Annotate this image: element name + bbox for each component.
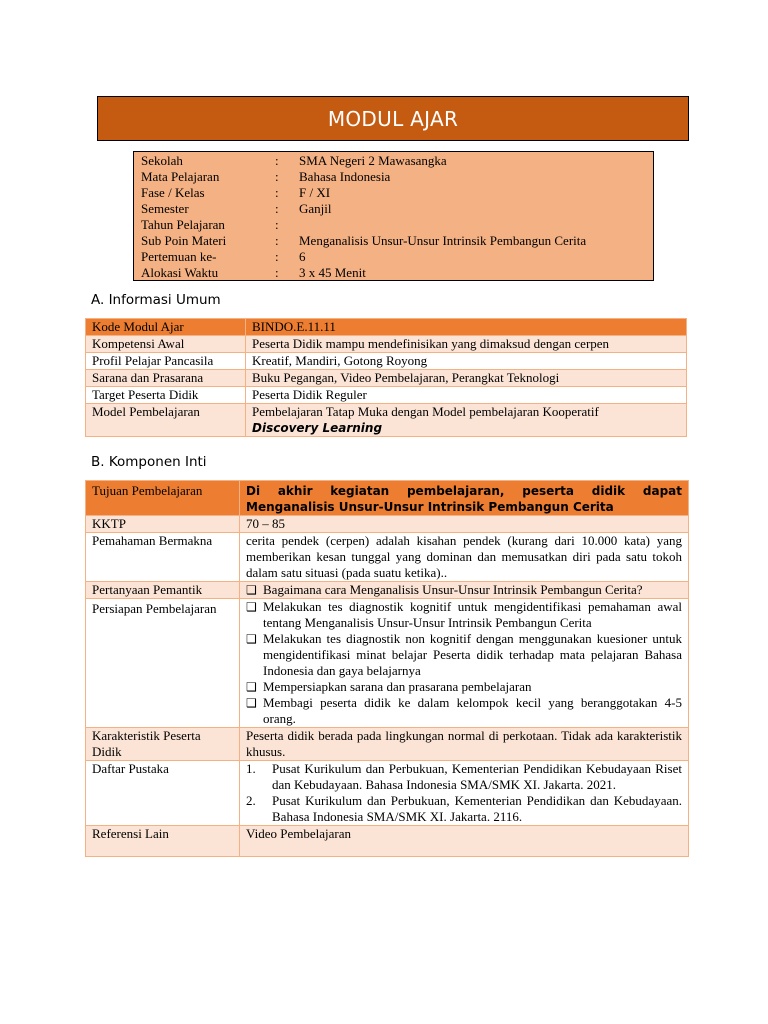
list-item: 1. Pusat Kurikulum dan Perbukuan, Kementerian Pendidikan Kebudayaan Riset dan Kebudayaan. Bahasa Indonesia SMA/SMK XI. Jakarta. 2021. [246, 761, 682, 792]
list-item: ❑ Mempersiapkan sarana dan prasarana pembelajaran [246, 679, 532, 694]
identity-value: 3 x 45 Menit [299, 265, 366, 280]
table-row [86, 516, 689, 533]
kktp-value: 70 – 85 [240, 516, 689, 533]
model-pembelajaran-name: Discovery Learning [252, 421, 383, 435]
identity-separator: : [275, 265, 279, 280]
table-row [86, 404, 687, 437]
persiapan-pembelajaran-list [240, 599, 689, 728]
checkbox-icon: ❑ [246, 632, 257, 646]
identity-value [299, 217, 653, 233]
checkbox-icon: ❑ [246, 680, 257, 694]
table-row [86, 533, 689, 582]
informasi-umum-table [85, 318, 687, 437]
table-row [86, 826, 689, 857]
identity-separator: : [275, 153, 279, 168]
identity-row [134, 153, 653, 169]
identity-row [134, 169, 653, 185]
identity-label: Alokasi Waktu [141, 265, 219, 280]
table-label-cell: Sarana dan Prasarana [86, 370, 246, 387]
pemahaman-bermakna-value: cerita pendek (cerpen) adalah kisahan pendek (kurang dari 10.000 kata) yang memberikan kesan tunggal yang dominan dan memusatkan diri pada satu tokoh dalam satu situasi (pada suatu ketika).. [240, 533, 689, 582]
table-label-cell: Kode Modul Ajar [86, 319, 246, 336]
identity-label: Mata Pelajaran [141, 169, 220, 184]
table-label-cell: Tujuan Pembelajaran [86, 481, 240, 516]
table-label-cell: Pemahaman Bermakna [86, 533, 240, 582]
table-label-cell: Persiapan Pembelajaran [86, 599, 240, 728]
table-row [86, 599, 689, 728]
table-row [86, 728, 689, 761]
identity-value: F / XI [299, 185, 331, 200]
table-row [86, 481, 689, 516]
identity-value: Ganjil [299, 201, 332, 216]
identity-value: 6 [299, 249, 306, 264]
table-value-cell: BINDO.E.11.11 [246, 319, 687, 336]
table-value-cell: Buku Pegangan, Video Pembelajaran, Perangkat Teknologi [246, 370, 687, 387]
list-item: ❑ Membagi peserta didik ke dalam kelompok kecil yang beranggotakan 4-5 orang. [246, 695, 682, 726]
section-a-heading: A. Informasi Umum [91, 292, 221, 308]
table-row [86, 336, 687, 353]
table-label-cell: KKTP [86, 516, 240, 533]
komponen-inti-table [85, 480, 689, 857]
checkbox-icon: ❑ [246, 583, 257, 597]
section-b-heading: B. Komponen Inti [91, 454, 207, 470]
daftar-pustaka-list [240, 761, 689, 826]
identity-value: Menganalisis Unsur-Unsur Intrinsik Pembangun Cerita [299, 233, 587, 248]
table-row [86, 370, 687, 387]
table-value-cell [246, 404, 687, 437]
list-item: 2. Pusat Kurikulum dan Perbukuan, Kementerian Pendidikan dan Kebudayaan. Bahasa Indonesia SMA/SMK XI. Jakarta. 2116. [246, 793, 682, 824]
pertanyaan-pemantik-list [240, 582, 689, 599]
identity-box [133, 151, 654, 281]
table-label-cell: Karakteristik Peserta Didik [86, 728, 240, 761]
karakteristik-value: Peserta didik berada pada lingkungan normal di perkotaan. Tidak ada karakteristik khusus. [240, 728, 689, 761]
table-value-cell: Peserta Didik Reguler [246, 387, 687, 404]
table-label-cell: Target Peserta Didik [86, 387, 246, 404]
table-row [86, 582, 689, 599]
tujuan-pembelajaran-value: Di akhir kegiatan pembelajaran, peserta didik dapat Menganalisis Unsur-Unsur Intrinsik Pembangun Cerita [240, 481, 689, 516]
table-value-cell: Peserta Didik mampu mendefinisikan yang dimaksud dengan cerpen [246, 336, 687, 353]
table-label-cell: Model Pembelajaran [86, 404, 246, 437]
table-row [86, 761, 689, 826]
checkbox-icon: ❑ [246, 696, 257, 710]
identity-value: Bahasa Indonesia [299, 169, 391, 184]
list-item: ❑ Bagaimana cara Menganalisis Unsur-Unsur Intrinsik Pembangun Cerita? [246, 582, 643, 597]
identity-row [134, 265, 653, 281]
list-item: ❑ Melakukan tes diagnostik non kognitif dengan menggunakan kuesioner untuk mengidentifikasi minat belajar Peserta didik terhadap mata pelajaran Bahasa Indonesia dan gaya belajarnya [246, 631, 682, 678]
table-label-cell: Kompetensi Awal [86, 336, 246, 353]
referensi-lain-value: Video Pembelajaran [240, 826, 689, 857]
identity-separator: : [275, 217, 279, 232]
model-pembelajaran-text: Pembelajaran Tatap Muka dengan Model pembelajaran Kooperatif [252, 404, 599, 419]
identity-label: Sub Poin Materi [141, 233, 227, 248]
list-item: ❑ Melakukan tes diagnostik kognitif untuk mengidentifikasi pemahaman awal tentang Menganalisis Unsur-Unsur Intrinsik Pembangun Cerita [246, 599, 682, 630]
document-title-banner [97, 96, 689, 141]
identity-row [134, 217, 653, 233]
checkbox-icon: ❑ [246, 600, 257, 614]
identity-value: SMA Negeri 2 Mawasangka [299, 153, 447, 168]
identity-label: Pertemuan ke- [141, 249, 217, 264]
table-label-cell: Profil Pelajar Pancasila [86, 353, 246, 370]
table-label-cell: Referensi Lain [86, 826, 240, 857]
document-title: MODUL AJAR [327, 106, 459, 131]
identity-separator: : [275, 233, 279, 248]
identity-label: Sekolah [141, 153, 183, 168]
table-label-cell: Pertanyaan Pemantik [86, 582, 240, 599]
identity-separator: : [275, 201, 279, 216]
identity-separator: : [275, 185, 279, 200]
identity-row [134, 185, 653, 201]
table-row [86, 387, 687, 404]
identity-separator: : [275, 169, 279, 184]
table-row [86, 319, 687, 336]
table-value-cell: Kreatif, Mandiri, Gotong Royong [246, 353, 687, 370]
table-label-cell: Daftar Pustaka [86, 761, 240, 826]
identity-row [134, 201, 653, 217]
identity-row [134, 233, 653, 249]
identity-label: Fase / Kelas [141, 185, 205, 200]
identity-row [134, 249, 653, 265]
identity-label: Semester [141, 201, 189, 216]
table-row [86, 353, 687, 370]
identity-separator: : [275, 249, 279, 264]
identity-label: Tahun Pelajaran [141, 217, 225, 232]
